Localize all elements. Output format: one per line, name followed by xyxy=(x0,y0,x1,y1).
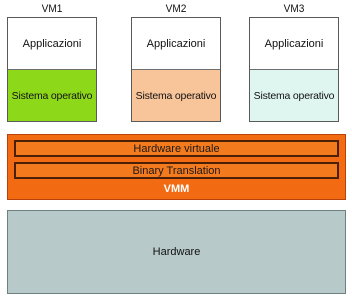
vm1-box xyxy=(7,17,97,122)
vmm-layer xyxy=(7,134,346,200)
vm3-label: VM3 xyxy=(283,3,305,15)
vm1-operating-system: Sistema operativo xyxy=(8,70,96,121)
binary-translation-bar: Binary Translation xyxy=(14,162,339,179)
vm3-operating-system: Sistema operativo xyxy=(250,70,338,121)
vm2-label: VM2 xyxy=(165,3,187,15)
vm1-applications: Applicazioni xyxy=(8,18,96,70)
virtual-hardware-bar: Hardware virtuale xyxy=(14,140,339,157)
vm2-operating-system: Sistema operativo xyxy=(132,70,220,121)
vm2-box xyxy=(131,17,221,122)
vm2-applications: Applicazioni xyxy=(132,18,220,70)
vm3-applications: Applicazioni xyxy=(250,18,338,70)
vmm-label: VMM xyxy=(163,183,190,195)
vm1-label: VM1 xyxy=(41,3,63,15)
hardware-layer: Hardware xyxy=(7,210,346,294)
vm3-box xyxy=(249,17,339,122)
